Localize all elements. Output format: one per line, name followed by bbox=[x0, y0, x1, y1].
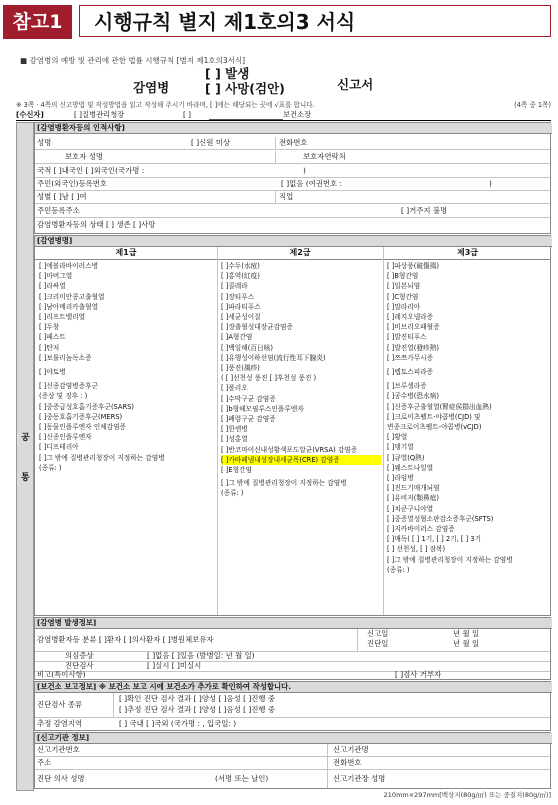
grade1-item[interactable]: [ ]남아메리카출혈열 bbox=[39, 302, 99, 311]
grade3-item-detail: (종류: ) bbox=[387, 565, 410, 574]
grade3-item[interactable]: [ ]그 밖에 질병관리청장이 지정하는 감염병 bbox=[387, 555, 513, 564]
grade1-list bbox=[39, 261, 215, 473]
grade2-item[interactable]: [ ]한센병 bbox=[221, 425, 248, 434]
reference-badge: 참고1 bbox=[3, 5, 72, 39]
reporter-row-3 bbox=[35, 770, 550, 788]
option-occurrence[interactable]: [ ] 발생 bbox=[205, 66, 250, 81]
institution-head-label: 신고기관장 성명 bbox=[333, 774, 386, 783]
grade2-item[interactable]: [ ]수두(水痘) bbox=[221, 262, 260, 270]
region-options[interactable]: [ ] 국내 [ ]국외 (국가명 : , 입국일: ) bbox=[119, 719, 237, 728]
grade3-item[interactable]: [ ]렙토스피라증 bbox=[387, 368, 434, 377]
grade1-item[interactable]: [ ]신종인플루엔자 bbox=[39, 433, 92, 442]
lab-options[interactable]: [ ]실시 [ ]미실시 bbox=[147, 661, 202, 670]
grade1-item[interactable]: [ ]크리미안콩고출혈열 bbox=[39, 292, 105, 301]
grade2-item[interactable]: [ ]세균성이질 bbox=[221, 313, 261, 322]
nationality-options[interactable]: 국적 [ ]내국인 [ ]외국인(국가명 : bbox=[37, 166, 145, 175]
grade3-item[interactable]: [ ]진드기매개뇌염 bbox=[387, 484, 440, 493]
receiver-row bbox=[16, 110, 551, 121]
grade3-item[interactable]: [ ]쯔쯔가무시증 bbox=[387, 353, 434, 362]
patient-row-resident bbox=[35, 178, 550, 191]
grade1-item[interactable]: [ ]마버그열 bbox=[39, 272, 73, 281]
grade1-item[interactable]: [ ]그 밖에 질병관리청장이 지정하는 감염병 bbox=[39, 453, 165, 462]
grade2-item[interactable]: [ ]파라티푸스 bbox=[221, 302, 261, 311]
grade1-item[interactable]: [ ]보툴리눔독소증 bbox=[39, 353, 92, 362]
disease-section bbox=[34, 235, 551, 616]
doctor-name-label: 진단 의사 성명 bbox=[37, 774, 85, 783]
page-header bbox=[3, 5, 552, 39]
common-side-label: 공 통 bbox=[16, 122, 34, 791]
grade3-item[interactable]: [ ]크로이츠펠트-야콥병(CJD) 및 bbox=[387, 412, 481, 421]
form-title-right: 신고서 bbox=[337, 77, 374, 92]
receiver-kdca-checkbox[interactable]: [ ]질병관리청장 bbox=[74, 110, 125, 119]
grade2-item-highlighted[interactable]: [ ]카바페넴내성장내세균목(CRE) 감염증 bbox=[221, 455, 381, 465]
grade2-item[interactable]: [ ]장티푸스 bbox=[221, 292, 255, 301]
grade3-item[interactable]: [ ]웨스트나일열 bbox=[387, 463, 434, 472]
grade2-item-detail[interactable]: ( [ ]선천성 풍진 [ ]후천성 풍진 ) bbox=[221, 374, 317, 383]
grade-header-row bbox=[35, 247, 550, 260]
grade1-item[interactable]: [ ]디프테리아 bbox=[39, 443, 79, 452]
grade3-item[interactable]: [ ]일본뇌염 bbox=[387, 282, 421, 291]
diagnosis-date-label: 진단일 bbox=[367, 639, 389, 648]
grade2-item[interactable]: [ ]풍진(風疹) bbox=[221, 364, 260, 373]
grade3-item[interactable]: [ ]신증후군출혈열(腎症侯群出血熱) bbox=[387, 402, 492, 411]
grade1-item-detail: (종류: ) bbox=[39, 463, 62, 472]
phone-label: 전화번호 bbox=[279, 138, 308, 147]
address-label: 주민등록주소 bbox=[37, 206, 80, 215]
grade3-item[interactable]: [ ]B형간염 bbox=[387, 272, 419, 281]
grade2-item[interactable]: [ ]백일해(百日咳) bbox=[221, 343, 274, 352]
reporter-section bbox=[34, 732, 551, 789]
grade2-item[interactable]: [ ]폴리오 bbox=[221, 384, 248, 393]
report-date-label: 신고일 bbox=[367, 629, 389, 638]
grade1-item[interactable]: [ ]중동호흡기증후군(MERS) bbox=[39, 412, 123, 421]
passport-close: ) bbox=[489, 179, 492, 188]
grade3-item[interactable]: [ ]브루셀라증 bbox=[387, 382, 427, 391]
occurrence-heading: [감염병 발생정보] bbox=[35, 618, 552, 629]
region-label: 추정 감염지역 bbox=[37, 719, 83, 728]
form-title-options[interactable] bbox=[205, 66, 285, 96]
grade3-item[interactable]: [ ]발진티푸스 bbox=[387, 333, 427, 342]
signature-field[interactable]: (서명 또는 날인) bbox=[215, 774, 269, 783]
form-title-left: 감염병 bbox=[133, 80, 170, 95]
grade1-item[interactable]: [ ]중증급성호흡기증후군(SARS) bbox=[39, 402, 134, 411]
nationality-close: ) bbox=[303, 166, 306, 175]
symptom-row bbox=[35, 652, 550, 662]
grade2-item[interactable]: [ ]성홍열 bbox=[221, 435, 248, 444]
grade2-list bbox=[221, 261, 381, 499]
receiver-health-center-checkbox[interactable]: [ ] bbox=[183, 110, 192, 119]
grade3-list bbox=[387, 261, 550, 575]
grade3-item[interactable]: [ ]파상풍(破傷風) bbox=[387, 262, 440, 270]
grade2-item[interactable]: [ ]b형헤모필루스인플루엔자 bbox=[221, 404, 304, 413]
symptom-options[interactable]: [ ]없음 [ ]있음 (발병일: 년 월 일) bbox=[147, 651, 255, 660]
remark-label: 비고(특이사항) bbox=[37, 670, 86, 679]
patient-class-options[interactable]: 감염병환자등 분류 [ ]환자 [ ]의사환자 [ ]병원체보유자 bbox=[37, 635, 214, 644]
identity-unknown-checkbox[interactable]: [ ]신원 미상 bbox=[191, 138, 231, 147]
reporter-address-label: 주소 bbox=[37, 758, 52, 767]
symptom-label: 의심증상 bbox=[65, 651, 94, 660]
grade2-item[interactable]: [ ]홍역(紅疫) bbox=[221, 272, 260, 281]
grade2-item[interactable]: [ ]E형간염 bbox=[221, 466, 252, 475]
grade3-item[interactable]: [ ]매독( [ ] 1기, [ ] 2기, [ ] 3기 bbox=[387, 535, 482, 544]
name-label: 성명 bbox=[37, 138, 52, 147]
grade1-item[interactable]: [ ]신종감염병증후군 bbox=[39, 382, 99, 391]
diagnosis-date-value[interactable]: 년 월 일 bbox=[453, 639, 480, 648]
patient-row-status bbox=[35, 219, 550, 231]
law-line: ■ 감염병의 예방 및 관리에 관한 법률 시행규칙 [별지 제1호의3서식] bbox=[20, 56, 246, 65]
grade1-item[interactable]: [ ]탄저 bbox=[39, 343, 60, 352]
presumed-diagnosis-row[interactable]: [ ]추정 진단 검사 결과 [ ]양성 [ ]음성 [ ]진행 중 bbox=[119, 705, 276, 714]
grade1-item[interactable]: [ ]페스트 bbox=[39, 333, 66, 342]
grade3-item[interactable]: [ ]말라리아 bbox=[387, 302, 421, 311]
grade3-item[interactable]: [ ]C형간염 bbox=[387, 292, 419, 301]
page-title: 시행규칙 별지 제1호의3 서식 bbox=[79, 5, 551, 37]
guardian-name-label: 보호자 성명 bbox=[65, 152, 104, 161]
grade1-item-detail: (증상 및 징후 : ) bbox=[39, 392, 88, 401]
form-title bbox=[0, 66, 558, 100]
institution-name-label: 신고기관명 bbox=[333, 745, 369, 754]
grade1-header: 제1급 bbox=[115, 248, 137, 257]
receiver-health-center-label: 보건소장 bbox=[283, 110, 312, 119]
grade3-item[interactable]: [ ]황열 bbox=[387, 433, 408, 442]
institution-number-label: 신고기관번호 bbox=[37, 745, 80, 754]
lab-refused-checkbox[interactable]: [ ]검사 거부자 bbox=[395, 670, 442, 679]
grade2-item[interactable]: [ ]콜레라 bbox=[221, 282, 248, 291]
patient-row-nationality bbox=[35, 165, 550, 178]
reporter-phone-label: 전화번호 bbox=[333, 758, 362, 767]
diag-type-row bbox=[35, 693, 550, 718]
reporter-heading: [신고기관 정보] bbox=[35, 733, 552, 744]
instruction-note: ※ 3쪽 · 4쪽의 신고방법 및 작성방법을 읽고 작성해 주시기 바라며, [ ]에는 해당되는 곳에 √표를 합니다. (4쪽 중 1쪽) bbox=[16, 101, 551, 109]
option-death[interactable]: [ ] 사망(검안) bbox=[205, 81, 285, 96]
patient-row-name bbox=[35, 137, 550, 150]
grade3-item[interactable]: [ ]지카바이러스 감염증 bbox=[387, 525, 455, 534]
page-count: (4쪽 중 1쪽) bbox=[514, 101, 551, 109]
report-info-section bbox=[34, 681, 551, 731]
lab-label: 진단검사 bbox=[65, 661, 94, 670]
patient-row-address bbox=[35, 205, 550, 218]
grade1-item[interactable]: [ ]동물인플루엔자 인체감염증 bbox=[39, 423, 126, 432]
job-label: 직업 bbox=[279, 192, 294, 201]
grade3-item[interactable]: [ ]비브리오패혈증 bbox=[387, 323, 440, 332]
grade2-header: 제2급 bbox=[289, 248, 311, 257]
patient-section bbox=[34, 122, 551, 234]
report-info-heading: [보건소 보고정보] ※ 보건소 보고 시에 보건소가 추가로 확인하여 작성합니다. bbox=[35, 682, 552, 693]
reporter-row-1 bbox=[35, 744, 550, 757]
patient-heading: [감염병환자등의 인적사항] bbox=[35, 123, 552, 134]
confirm-diagnosis-row[interactable]: [ ]확인 진단 검사 결과 [ ]양성 [ ]음성 [ ]진행 중 bbox=[119, 694, 276, 703]
occurrence-section bbox=[34, 617, 551, 680]
paper-spec-footer: 210mm×297mm[백상지(80g/㎡) 또는 중질지(80g/㎡)] bbox=[383, 791, 551, 799]
grade1-item[interactable]: [ ]리프트밸리열 bbox=[39, 313, 86, 322]
residence-unknown-checkbox[interactable]: [ ]거주지 불명 bbox=[401, 206, 448, 215]
no-passport-checkbox[interactable]: [ ]없음 (여권번호 : bbox=[281, 179, 343, 188]
grade1-item[interactable]: [ ]라싸열 bbox=[39, 282, 66, 291]
grade1-item[interactable]: [ ]두창 bbox=[39, 323, 60, 332]
diag-type-label: 진단검사 종류 bbox=[37, 700, 83, 709]
grade2-item[interactable]: [ ]그 밖에 질병관리청장이 지정하는 감염병 bbox=[221, 479, 347, 488]
patient-row-sex bbox=[35, 191, 550, 204]
reporter-row-2 bbox=[35, 757, 550, 770]
receiver-blank-line[interactable] bbox=[209, 119, 283, 120]
resident-number-label: 주민(외국인)등록번호 bbox=[37, 179, 108, 188]
patient-status-options[interactable]: 감염병환자등의 상태 [ ] 생존 [ ]사망 bbox=[37, 220, 156, 229]
grade2-item-detail: (종류: ) bbox=[221, 489, 244, 498]
grade3-item[interactable]: [ ]공수병(恐水病) bbox=[387, 392, 440, 401]
grade3-item[interactable]: [ ]발진열(發疹熱) bbox=[387, 343, 440, 352]
grade3-item[interactable]: [ ]중증열성혈소판감소증후군(SFTS) bbox=[387, 514, 494, 523]
grade2-item[interactable]: [ ]장출혈성대장균감염증 bbox=[221, 323, 293, 332]
receiver-label: [수신자] bbox=[16, 110, 44, 119]
grade1-item[interactable]: [ ]에볼라바이러스병 bbox=[39, 262, 99, 270]
region-row bbox=[35, 718, 550, 730]
guardian-phone-label: 보호자연락처 bbox=[303, 152, 346, 161]
grade3-item[interactable]: [ ]라임병 bbox=[387, 474, 414, 483]
report-date-value[interactable]: 년 월 일 bbox=[453, 629, 480, 638]
grade3-item[interactable]: [ ]레지오넬라증 bbox=[387, 313, 434, 322]
remark-row bbox=[35, 671, 550, 680]
grade2-item[interactable]: [ ]유행성이하선염(流行性耳下腺炎) bbox=[221, 353, 326, 362]
patient-class-row bbox=[35, 629, 550, 652]
disease-heading: [감염병명] bbox=[35, 236, 552, 247]
grade3-item[interactable]: [ ]유비저(類鼻疽) bbox=[387, 494, 440, 503]
grade3-item-detail[interactable]: [ ] 선천성, [ ] 잠복) bbox=[387, 545, 446, 554]
grade1-item[interactable]: [ ]야토병 bbox=[39, 368, 66, 377]
grade2-item[interactable]: [ ]폐렴구균 감염증 bbox=[221, 415, 276, 424]
patient-row-guardian bbox=[35, 151, 550, 164]
grade2-item[interactable]: [ ]A형간염 bbox=[221, 333, 253, 342]
sex-options[interactable]: 성별 [ ]남 [ ]여 bbox=[37, 192, 87, 201]
grade3-item[interactable]: [ ]치쿤구니야열 bbox=[387, 504, 434, 513]
grade3-item-detail: 변종크로이츠펠트-야콥병(vCJD) bbox=[387, 423, 482, 432]
grade3-item[interactable]: [ ]큐열(Q熱) bbox=[387, 453, 425, 462]
grade3-item[interactable]: [ ]뎅기열 bbox=[387, 443, 414, 452]
grade3-header: 제3급 bbox=[456, 248, 479, 257]
grade2-item[interactable]: [ ]반코마이신내성황색포도알균(VRSA) 감염증 bbox=[221, 445, 358, 454]
grade2-item[interactable]: [ ]수막구균 감염증 bbox=[221, 394, 276, 403]
